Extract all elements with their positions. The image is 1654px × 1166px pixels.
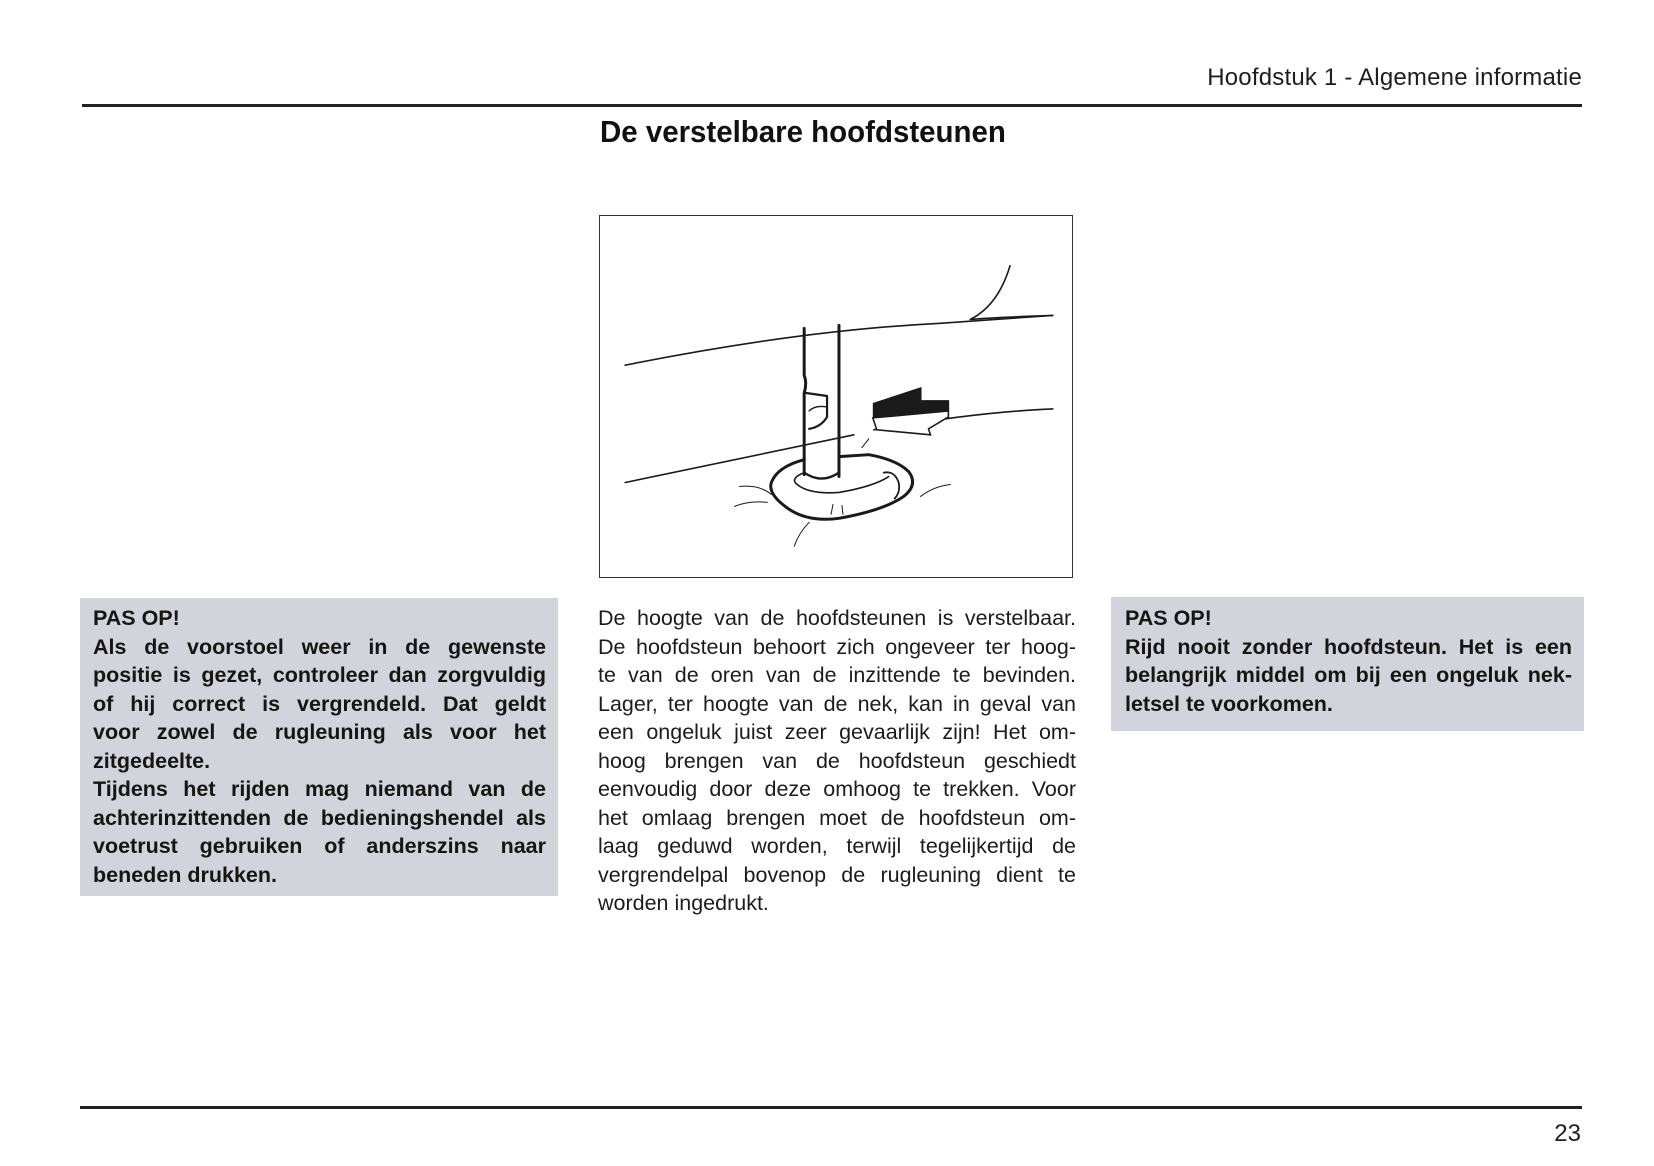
header-rule xyxy=(82,104,1582,107)
motion-line xyxy=(740,486,772,494)
latch-base-outer xyxy=(771,455,913,520)
body-paragraph xyxy=(598,604,1076,918)
motion-line xyxy=(831,504,833,514)
body-line: te van de oren van de inzittende te bevinden. xyxy=(598,663,1076,687)
body-line: een ongeluk juist zeer gevaarlijk zijn! Het om- xyxy=(598,720,1076,744)
warning-box-headrest xyxy=(1111,597,1584,731)
headrest-contour xyxy=(970,266,1053,320)
body-line: De hoogte van de hoofdsteunen is verstelbaar. xyxy=(598,606,1076,630)
body-line: het omlaag brengen moet de hoofdsteun om- xyxy=(598,805,1076,830)
warning-line: beneden drukken. xyxy=(93,862,277,887)
warning-line: achterinzittenden de bedieningshendel als xyxy=(93,805,546,830)
warning-title: PAS OP! xyxy=(1125,606,1212,630)
post-notch-inner xyxy=(809,406,827,410)
motion-line xyxy=(735,502,768,506)
warning-line: zitgedeelte. xyxy=(93,748,211,773)
warning-line: Rijd nooit zonder hoofdsteun. Het is een xyxy=(1125,634,1572,659)
warning-title: PAS OP! xyxy=(93,606,180,630)
seatback-lower-edge xyxy=(625,435,854,483)
motion-line xyxy=(862,439,869,448)
motion-line xyxy=(842,505,843,514)
warning-line: of hij correct is vergrendeld. Dat geldt xyxy=(93,691,546,716)
motion-line xyxy=(921,485,951,497)
motion-line xyxy=(794,522,809,546)
warning-line: Als de voorstoel weer in de gewenste xyxy=(93,634,546,659)
warning-line: letsel te voorkomen. xyxy=(1125,691,1333,716)
warning-line: belangrijk middel om bij een ongeluk nek- xyxy=(1125,663,1572,687)
page-title: De verstelbare hoofdsteunen xyxy=(600,114,1006,149)
body-line: eenvoudig door deze omhoog te trekken. Voor xyxy=(598,777,1076,801)
warning-text xyxy=(93,633,546,890)
warning-box-seat-lock xyxy=(80,598,558,896)
body-line: laag geduwd worden, terwijl tegelijkertijd de xyxy=(598,834,1076,858)
post-bottom xyxy=(804,473,839,479)
page-number: 23 xyxy=(1554,1120,1581,1147)
body-line: worden ingedrukt. xyxy=(598,891,769,915)
headrest-post-illustration xyxy=(600,216,1072,577)
headrest-post-left xyxy=(804,328,805,474)
latch-button xyxy=(884,472,899,498)
warning-text xyxy=(1125,633,1572,719)
warning-line: voor zowel de rugleuning als voor het xyxy=(93,720,546,744)
body-line: hoog brengen van de hoofdsteun geschiedt xyxy=(598,748,1076,773)
body-line: Lager, ter hoogte van de nek, kan in geval van xyxy=(598,691,1076,716)
running-head: Hoofdstuk 1 - Algemene informatie xyxy=(1207,64,1582,91)
headrest-figure xyxy=(599,215,1073,578)
footer-rule xyxy=(80,1106,1582,1109)
arrow-left-icon xyxy=(873,387,949,435)
warning-line: Tijdens het rijden mag niemand van de xyxy=(93,777,546,801)
body-line: De hoofdsteun behoort zich ongeveer ter hoog- xyxy=(598,634,1076,659)
warning-line: positie is gezet, controleer dan zorgvuldig xyxy=(93,663,546,687)
warning-line: voetrust gebruiken of anderszins naar xyxy=(93,834,546,858)
body-line: vergrendelpal bovenop de rugleuning dient te xyxy=(598,862,1076,887)
